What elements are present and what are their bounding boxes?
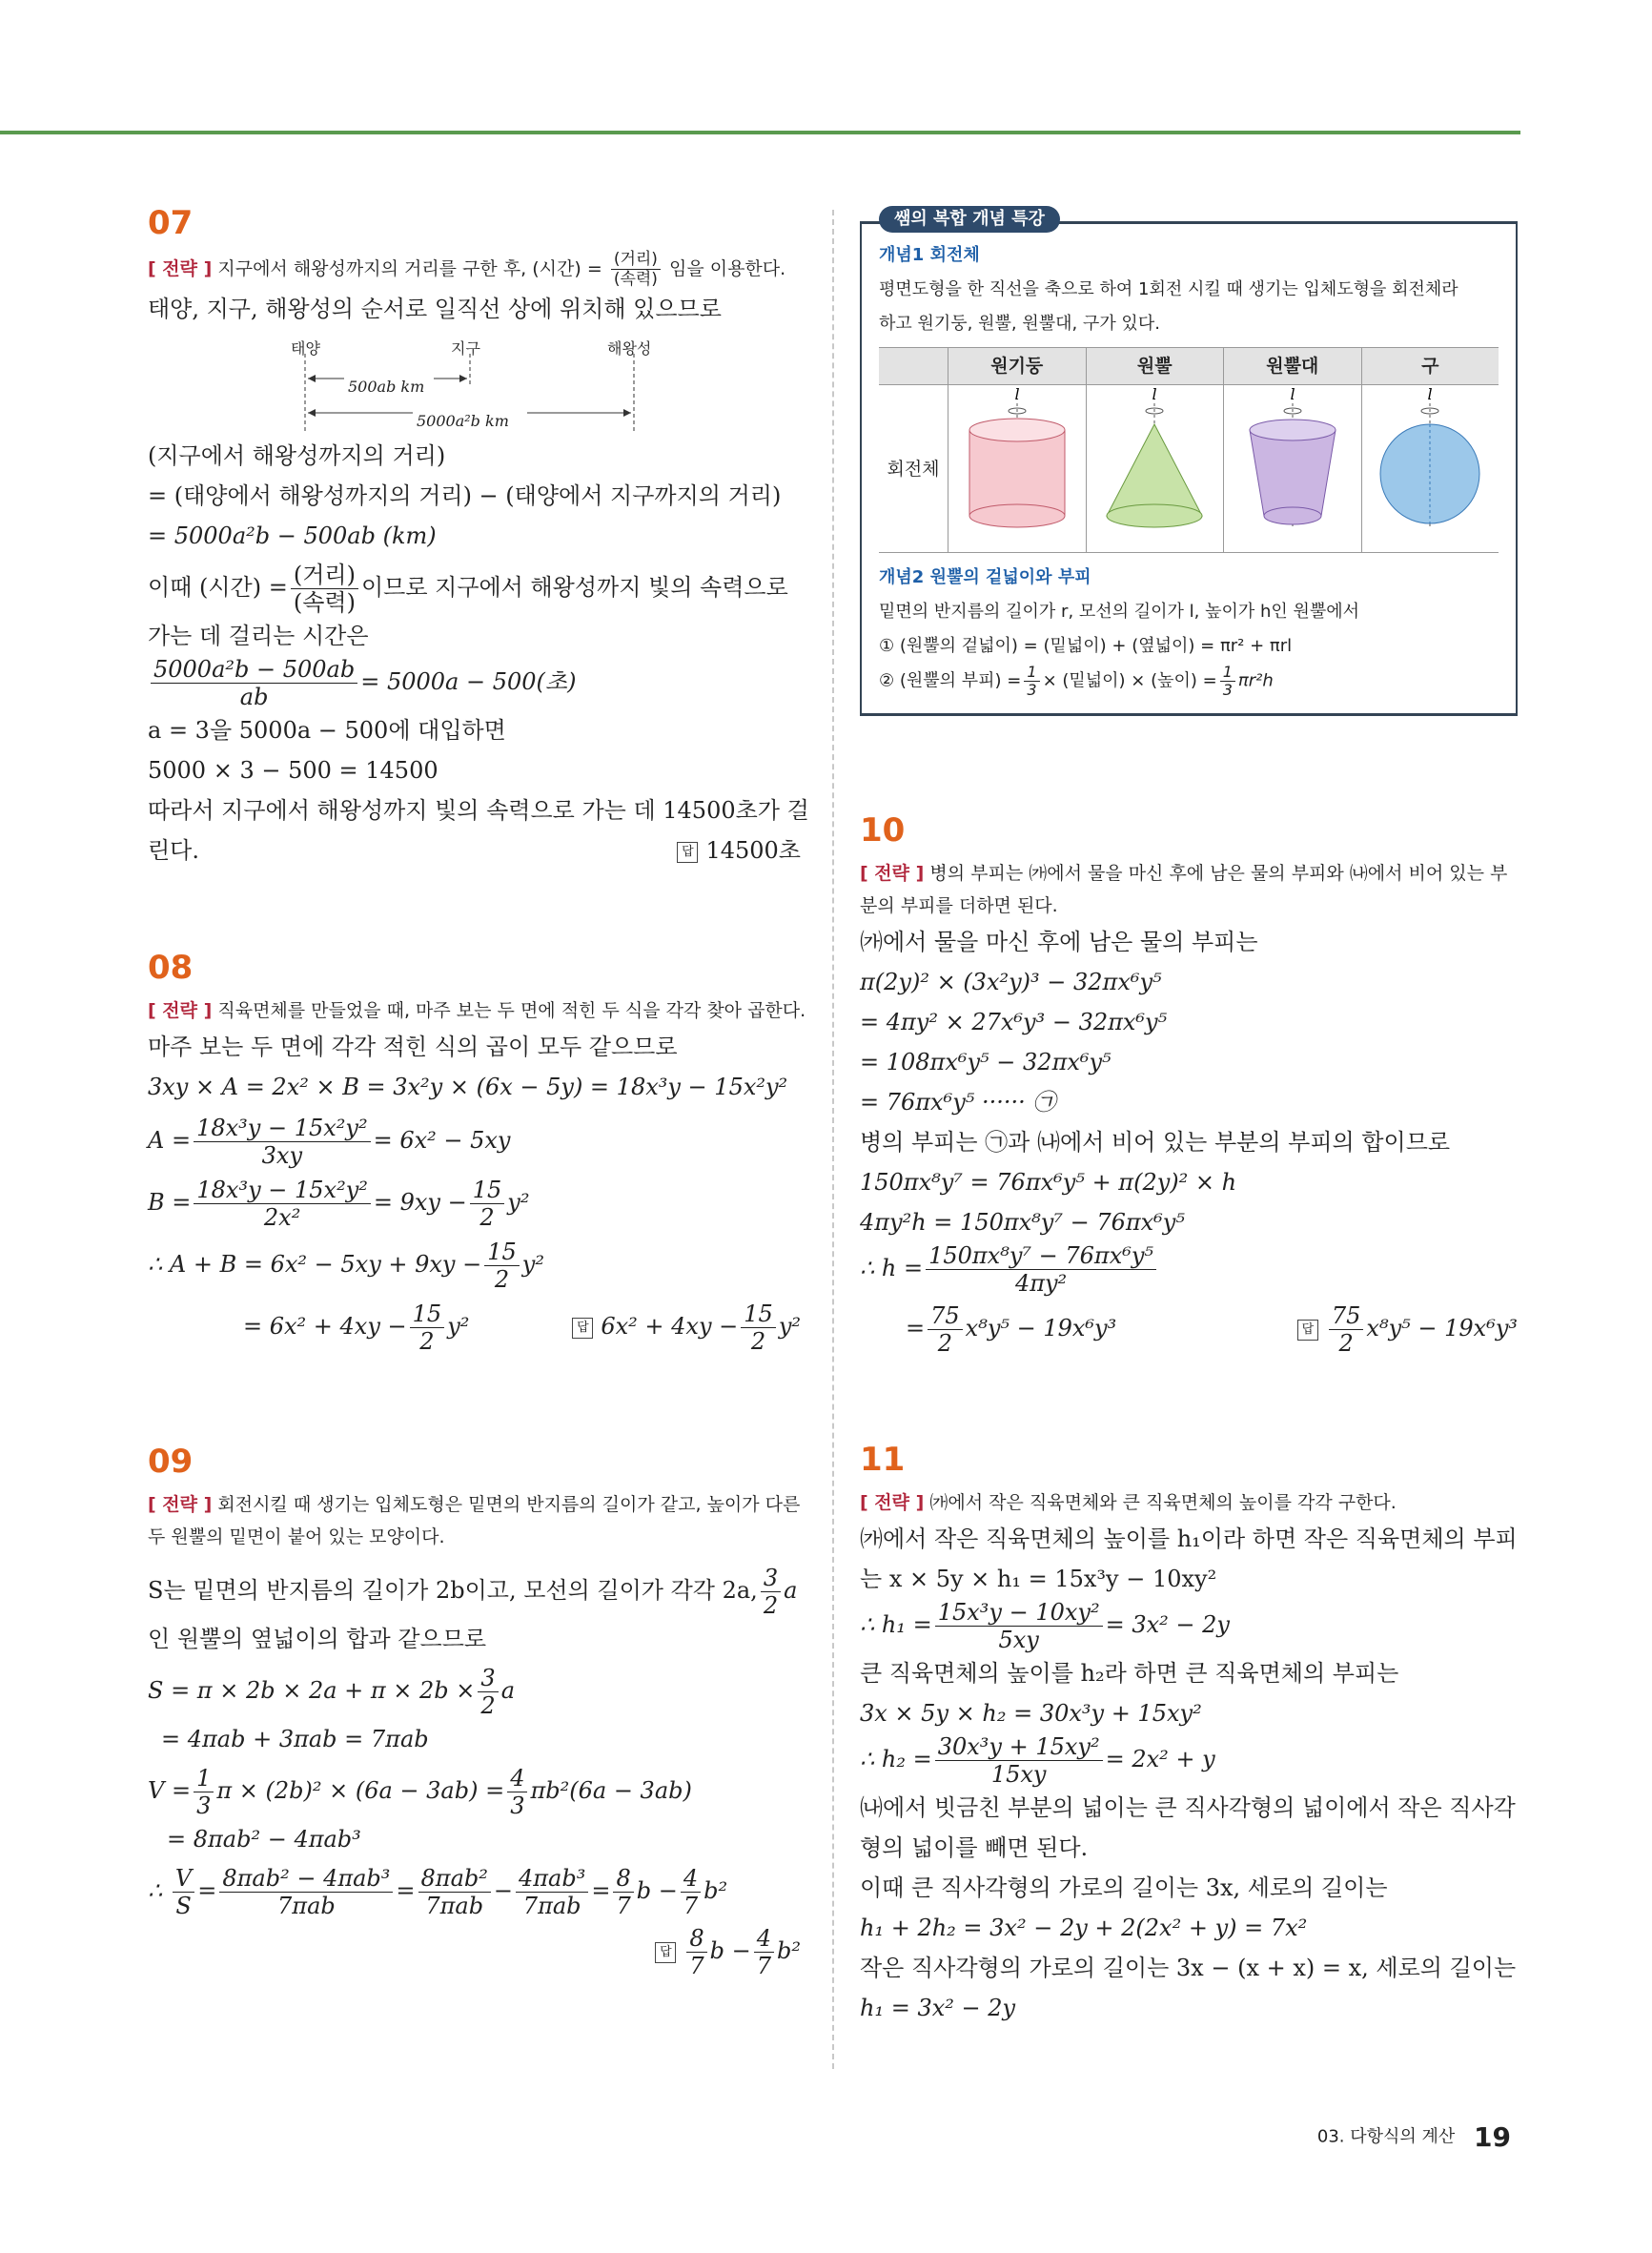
column-divider <box>832 210 834 2069</box>
strategy-text: 병의 부피는 ㈎에서 물을 마신 후에 남은 물의 부피와 ㈏에서 비어 있는 부분의 부피를 더하면 된다. <box>860 863 1508 916</box>
chapter-label: 03. 다항식의 계산 <box>1316 2126 1456 2147</box>
answer: 답 $\frac{8}{7}$ b − $\frac{4}{7}$ b² <box>148 1925 801 1979</box>
concept2-formula-1: ① (원뿔의 겉넓이) = (밑넓이) + (옆넓이) = πr² + πrl <box>879 636 1293 656</box>
right-column <box>860 200 1518 2028</box>
answer: 답 6x² + 4xy − $\frac{15}{2}$ y² <box>572 1301 801 1355</box>
strategy <box>148 994 806 1027</box>
strategy-text: 지구에서 해왕성까지의 거리를 구한 후, (시간) = <box>217 258 602 279</box>
top-rule <box>0 131 1520 134</box>
solution-line: 작은 직사각형의 가로의 길이는 3x − (x + x) = x, 세로의 길이는 <box>860 1955 1517 1981</box>
solution-line: 태양, 지구, 해왕성의 순서로 일직선 상에 위치해 있으므로 <box>148 296 722 322</box>
cone-figure <box>1086 385 1224 553</box>
axis-label: l <box>1152 386 1157 403</box>
strategy-tag: [ 전략 ] <box>148 1000 213 1021</box>
solution-line: 이때 (시간) = $\frac{\text{(거리)}}{\text{(속력)}}$ 이므로 지구에서 해왕성까지 빛의 속력으로 <box>148 562 788 616</box>
solution-line: S는 밑면의 반지름의 길이가 2b이고, 모선의 길이가 각각 2a, $\frac{3}{2}$ a <box>148 1565 798 1619</box>
distance-label-2: 5000a²b km <box>417 412 509 430</box>
problem-number: 07 <box>148 204 194 242</box>
earth-label: 지구 <box>451 339 480 358</box>
strategy <box>860 857 1518 922</box>
solution-line: h₁ = 3x² − 2y <box>860 1995 1016 2021</box>
answer-mark: 답 <box>572 1318 593 1339</box>
problem-10 <box>860 808 1518 1357</box>
solution-line: 이때 큰 직사각형의 가로의 길이는 3x, 세로의 길이는 <box>860 1874 1388 1901</box>
solution-line: 마주 보는 두 면에 각각 적힌 식의 곱이 모두 같으므로 <box>148 1034 678 1060</box>
col-frustum: 원뿔대 <box>1224 348 1362 385</box>
solution-line: 린다. 답 14500초 <box>148 830 801 870</box>
problem-11 <box>860 1437 1518 2028</box>
answer: 답 $\frac{75}{2}$ x⁸y⁵ − 19x⁶y³ <box>1297 1302 1518 1357</box>
problem-number: 11 <box>860 1441 906 1479</box>
solution-line: ∴ A + B = 6x² − 5xy + 9xy − $\frac{15}{2}$ y² <box>148 1239 544 1293</box>
concept2-text: 밑면의 반지름의 길이가 r, 모선의 길이가 l, 높이가 h인 원뿔에서 <box>879 602 1360 622</box>
solution-line: ∴ h₁ = $\frac{\text{15x³y − 10xy²}}{5xy}$ = 3x² − 2y <box>860 1599 1230 1653</box>
axis-label: l <box>1290 386 1295 403</box>
sun-label: 태양 <box>291 339 320 358</box>
solids-table <box>879 347 1499 553</box>
solution-line: B = $\frac{\text{18x³y − 15x²y²}}{\text{2x²}}$ = 9xy − $\frac{15}{2}$ y² <box>148 1177 530 1231</box>
concept1-heading: 개념1 회전체 <box>879 245 980 265</box>
solution-line: V = $\frac{1}{3}$ π × (2b)² × (6a − 3ab) = $\frac{4}{3}$ πb²(6a − 3ab) <box>148 1765 692 1819</box>
solution-line: 3xy × A = 2x² × B = 3x²y × (6x − 5y) = 18x³y − 15x²y² <box>148 1074 788 1100</box>
solution-line: ∴ h₂ = $\frac{\text{30x³y + 15xy²}}{15xy}$ = 2x² + y <box>860 1733 1215 1788</box>
strategy-text: ㈎에서 작은 직육면체와 큰 직육면체의 높이를 각각 구한다. <box>929 1492 1397 1513</box>
solution-line: 형의 넓이를 빼면 된다. <box>860 1834 1089 1861</box>
solution-line: = (태양에서 해왕성까지의 거리) − (태양에서 지구까지의 거리) <box>148 482 782 509</box>
distance-diagram <box>148 329 801 436</box>
neptune-label: 해왕성 <box>607 339 652 358</box>
solution-line: 큰 직육면체의 높이를 h₂라 하면 큰 직육면체의 부피는 <box>860 1660 1399 1687</box>
solution-line: = 6x² + 4xy − $\frac{15}{2}$ y² 답 6x² + 4xy − $\frac{15}{2}$ y² <box>243 1301 801 1355</box>
strategy <box>148 1488 801 1553</box>
solution-line: = $\frac{75}{2}$ x⁸y⁵ − 19x⁶y³ 답 $\frac{75}{2}$ x⁸y⁵ − 19x⁶y³ <box>906 1302 1518 1357</box>
solution-line: 인 원뿔의 옆넓이의 합과 같으므로 <box>148 1626 487 1652</box>
cylinder-figure <box>948 385 1087 553</box>
answer: 답 14500초 <box>677 830 801 870</box>
table-corner <box>879 348 948 385</box>
solution-line: ∴ h = $\frac{\text{150πx⁸y⁷ − 76πx⁶y⁵}}{\text{4πy²}}$ <box>860 1242 1518 1297</box>
strategy <box>148 250 801 289</box>
solution-line: = 8πab² − 4πab³ <box>167 1826 361 1853</box>
solution-line: π(2y)² × (3x²y)³ − 32πx⁶y⁵ <box>860 969 1162 995</box>
solution-line: a = 3을 5000a − 500에 대입하면 <box>148 717 506 744</box>
strategy-text: 회전시킬 때 생기는 입체도형은 밑면의 반지름의 길이가 같고, 높이가 다른 두 원뿔의 밑면이 붙어 있는 모양이다. <box>148 1494 801 1547</box>
solution-line: 병의 부피는 ㉠과 ㈏에서 비어 있는 부분의 부피의 합이므로 <box>860 1129 1451 1156</box>
frustum-figure <box>1224 385 1362 553</box>
solution-line: 150πx⁸y⁷ = 76πx⁶y⁵ + π(2y)² × h <box>860 1169 1237 1196</box>
solution-line: h₁ + 2h₂ = 3x² − 2y + 2(2x² + y) = 7x² <box>860 1915 1308 1941</box>
solution-line: = 4πy² × 27x⁶y³ − 32πx⁶y⁵ <box>860 1009 1168 1035</box>
problem-07 <box>148 200 809 870</box>
solution-line: ㈏에서 빗금친 부분의 넓이는 큰 직사각형의 넓이에서 작은 직사각 <box>860 1794 1516 1821</box>
solution-line: 3x × 5y × h₂ = 30x³y + 15xy² <box>860 1700 1202 1727</box>
strategy <box>860 1486 1518 1519</box>
col-cylinder: 원기둥 <box>948 348 1087 385</box>
problem-09 <box>148 1439 801 1979</box>
solution-line: ㈎에서 작은 직육면체의 높이를 h₁이라 하면 작은 직육면체의 부피 <box>860 1526 1518 1552</box>
solution-line: S = π × 2b × 2a + π × 2b × $\frac{3}{2}$ a <box>148 1665 515 1719</box>
sphere-figure <box>1361 385 1499 553</box>
col-sphere: 구 <box>1361 348 1499 385</box>
solution-line: = 76πx⁶y⁵ ······ ㉠ <box>860 1089 1056 1116</box>
problem-number: 08 <box>148 949 194 987</box>
solution-line: $\frac{\text{5000a²b − 500ab}}{ab}$ = 5000a − 500(초) <box>148 656 801 710</box>
fraction: $\frac{\text{(거리)}}{\text{(속력)}}$ <box>611 250 661 289</box>
solution-line: = 108πx⁶y⁵ − 32πx⁶y⁵ <box>860 1049 1112 1075</box>
solution-line: 4πy²h = 150πx⁸y⁷ − 76πx⁶y⁵ <box>860 1209 1185 1236</box>
solution-line: ∴ $\frac{V}{S}$ = $\frac{\text{8πab² − 4πab³}}{\text{7πab}}$ = $\frac{\text{8πab²}}{\text{7πab}}$ − $\frac{\text{4πab³}}{\text{7πab}}$ = $\frac{8}{7}$ b − $\frac{4}{7}$ b² <box>148 1865 728 1919</box>
axis-label: l <box>1427 386 1433 403</box>
concept-title: 쌤의 복합 개념 특강 <box>879 206 1060 233</box>
solution-line: = 5000a²b − 500ab (km) <box>148 522 437 549</box>
concept1-text: 하고 원기둥, 원뿔, 원뿔대, 구가 있다. <box>879 314 1160 334</box>
strategy-tag: [ 전략 ] <box>860 1492 925 1513</box>
strategy-tag: [ 전략 ] <box>148 258 213 279</box>
concept2-heading: 개념2 원뿔의 겉넓이와 부피 <box>879 567 1091 587</box>
axis-label: l <box>1014 386 1020 403</box>
problem-number: 10 <box>860 811 906 850</box>
solution-line: 는 x × 5y × h₁ = 15x³y − 10xy² <box>860 1566 1217 1592</box>
col-cone: 원뿔 <box>1086 348 1224 385</box>
strategy-tag: [ 전략 ] <box>148 1494 213 1515</box>
solution-line: A = $\frac{\text{18x³y − 15x²y²}}{3xy}$ = 6x² − 5xy <box>148 1115 511 1169</box>
solution-line: 5000 × 3 − 500 = 14500 <box>148 757 438 784</box>
page-footer <box>1317 2121 1511 2153</box>
left-column <box>148 200 809 1979</box>
solution-line: 가는 데 걸리는 시간은 <box>148 623 369 649</box>
row-label: 회전체 <box>879 385 948 553</box>
strategy-text: 직육면체를 만들었을 때, 마주 보는 두 면에 적힌 두 식을 각각 찾아 곱한다. <box>217 1000 806 1021</box>
concept-box <box>860 209 1518 716</box>
strategy-text: 임을 이용한다. <box>668 258 786 279</box>
answer-mark: 답 <box>1297 1320 1318 1341</box>
answer-mark: 답 <box>655 1942 676 1963</box>
page-number: 19 <box>1474 2121 1511 2153</box>
concept2-formula-2: ② (원뿔의 부피) = $\frac{1}{3}$ × (밑넓이) × (높이) = $\frac{1}{3}$ πr²h <box>879 663 1274 699</box>
strategy-tag: [ 전략 ] <box>860 863 925 884</box>
distance-label-1: 500ab km <box>348 378 425 396</box>
problem-number: 09 <box>148 1443 194 1481</box>
solution-line: (지구에서 해왕성까지의 거리) <box>148 442 446 469</box>
solution-line: 따라서 지구에서 해왕성까지 빛의 속력으로 가는 데 14500초가 걸 <box>148 797 809 824</box>
solution-line: ㈎에서 물을 마신 후에 남은 물의 부피는 <box>860 929 1258 955</box>
solution-line: = 4πab + 3πab = 7πab <box>161 1726 429 1752</box>
answer-mark: 답 <box>677 842 698 863</box>
problem-08 <box>148 945 806 1355</box>
concept1-text: 평면도형을 한 직선을 축으로 하여 1회전 시킬 때 생기는 입체도형을 회전체라 <box>879 279 1458 299</box>
